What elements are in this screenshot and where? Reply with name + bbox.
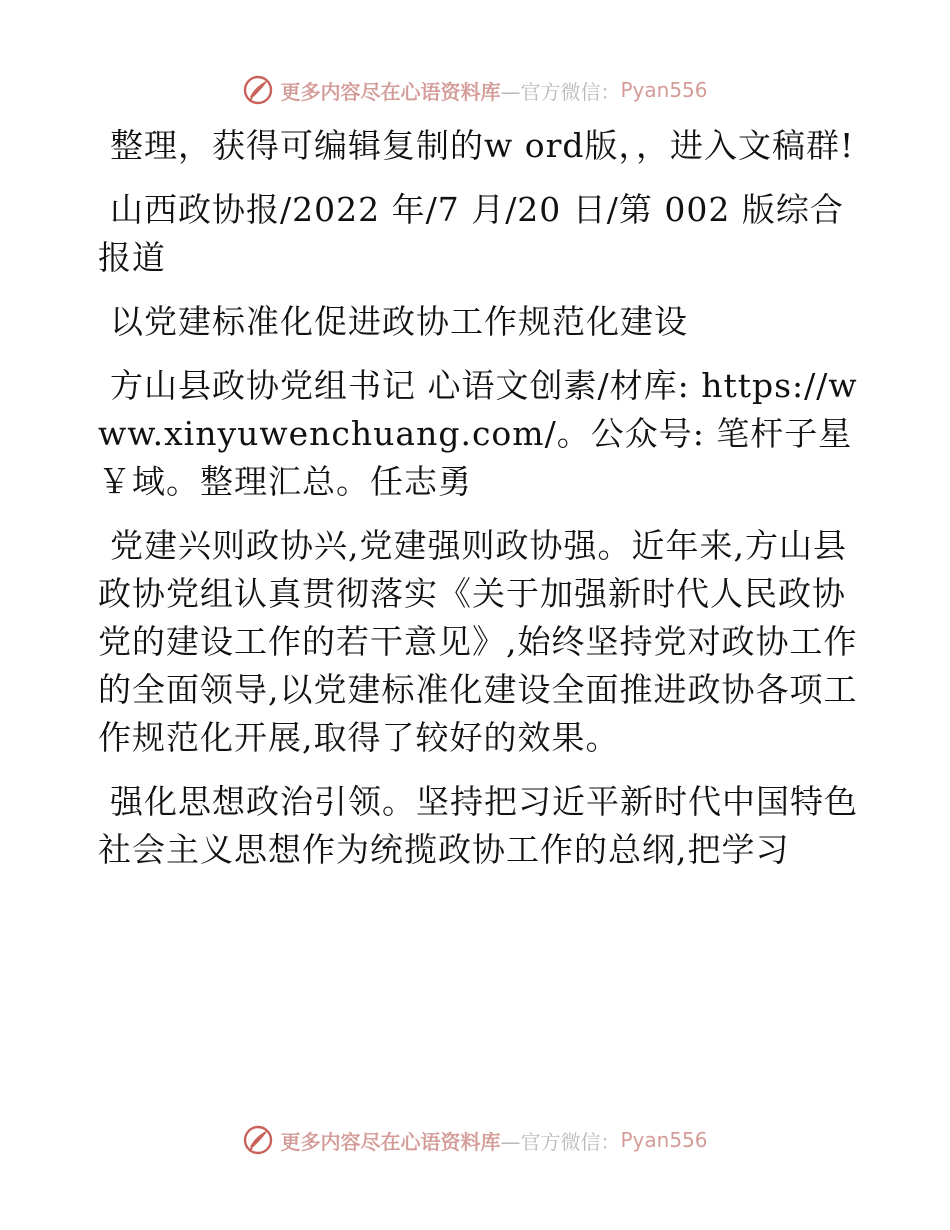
paragraph-title: 以党建标准化促进政协工作规范化建设 — [110, 302, 688, 341]
paragraph-body-1: 党建兴则政协兴,党建强则政协强。近年来,方山县政协党组认真贯彻落实《关于加强新时代人民政协党的建设工作的若干意见》,始终坚持党对政协工作的全面领导,以党建标准化建设全面推进政协各项工作规范化开展,取得了较好的效果。 — [98, 526, 858, 757]
watermark-sub-text: —官方微信： — [500, 79, 621, 104]
quill-seal-icon — [242, 74, 274, 106]
paragraph-body-2: 强化思想政治引领。坚持把习近平新时代中国特色社会主义思想作为统揽政协工作的总纲,把学习 — [98, 782, 858, 869]
footer-watermark — [0, 1120, 950, 1160]
quill-seal-icon — [242, 1124, 274, 1156]
paragraph-author: 方山县政协党组书记 心语文创素/材库: https://www.xinyuwenchuang.com/。公众号: 笔杆子星￥域。整理汇总。任志勇 — [98, 366, 858, 501]
paragraph-source: 山西政协报/2022 年/7 月/20 日/第 002 版综合报道 — [98, 190, 844, 277]
watermark-main-text: 更多内容尽在心语资料库 — [280, 79, 501, 104]
document-body — [98, 122, 858, 890]
watermark-wechat-id: Pyan556 — [620, 1128, 708, 1152]
watermark-wechat-id: Pyan556 — [620, 78, 708, 102]
header-watermark — [0, 70, 950, 110]
paragraph-intro: 整理，获得可编辑复制的w ord版，，进入文稿群! — [110, 126, 855, 165]
watermark-main-text: 更多内容尽在心语资料库 — [280, 1129, 501, 1154]
watermark-sub-text: —官方微信： — [500, 1129, 621, 1154]
